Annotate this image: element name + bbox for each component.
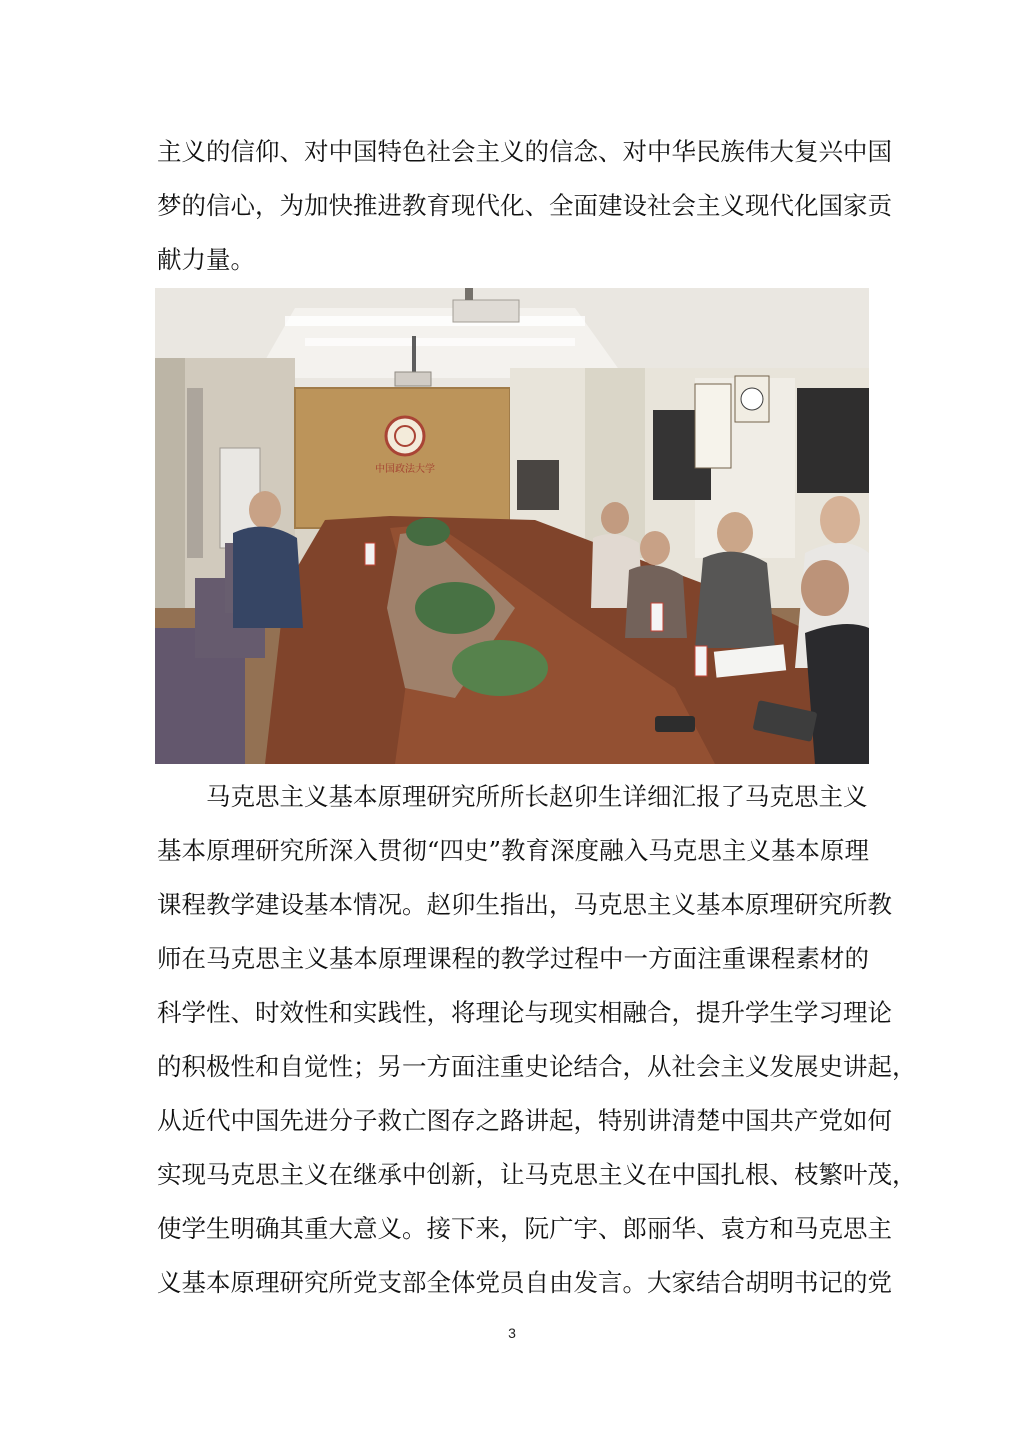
meeting-photo [155,288,869,764]
text-line: 科学性、时效性和实践性，将理论与现实相融合，提升学生学习理论 [157,998,892,1027]
text-line: 义基本原理研究所党支部全体党员自由发言。大家结合胡明书记的党 [157,1268,892,1297]
text-line: 使学生明确其重大意义。接下来，阮广宇、郎丽华、袁方和马克思主 [157,1214,892,1243]
text-line: 梦的信心，为加快推进教育现代化、全面建设社会主义现代化国家贡 [157,191,892,220]
text-line: 师在马克思主义基本原理课程的教学过程中一方面注重课程素材的 [157,944,869,973]
text-line: 课程教学建设基本情况。赵卯生指出，马克思主义基本原理研究所教 [157,890,892,919]
text-line: 主义的信仰、对中国特色社会主义的信念、对中华民族伟大复兴中国 [157,137,892,166]
text-line: 献力量。 [157,245,255,274]
wall-logo-text: 中国政法大学 [375,464,435,475]
paragraph-main [157,770,917,1310]
text-line: 的积极性和自觉性；另一方面注重史论结合，从社会主义发展史讲起， [157,1052,917,1081]
text-line: 基本原理研究所深入贯彻“四史”教育深度融入马克思主义基本原理 [157,836,869,865]
text-line: 实现马克思主义在继承中创新，让马克思主义在中国扎根、枝繁叶茂， [157,1160,917,1189]
page-number: 3 [508,1325,516,1341]
text-line: 从近代中国先进分子救亡图存之路讲起，特别讲清楚中国共产党如何 [157,1106,892,1135]
paragraph-top [157,125,892,287]
text-line: 马克思主义基本原理研究所所长赵卯生详细汇报了马克思主义 [206,782,868,811]
